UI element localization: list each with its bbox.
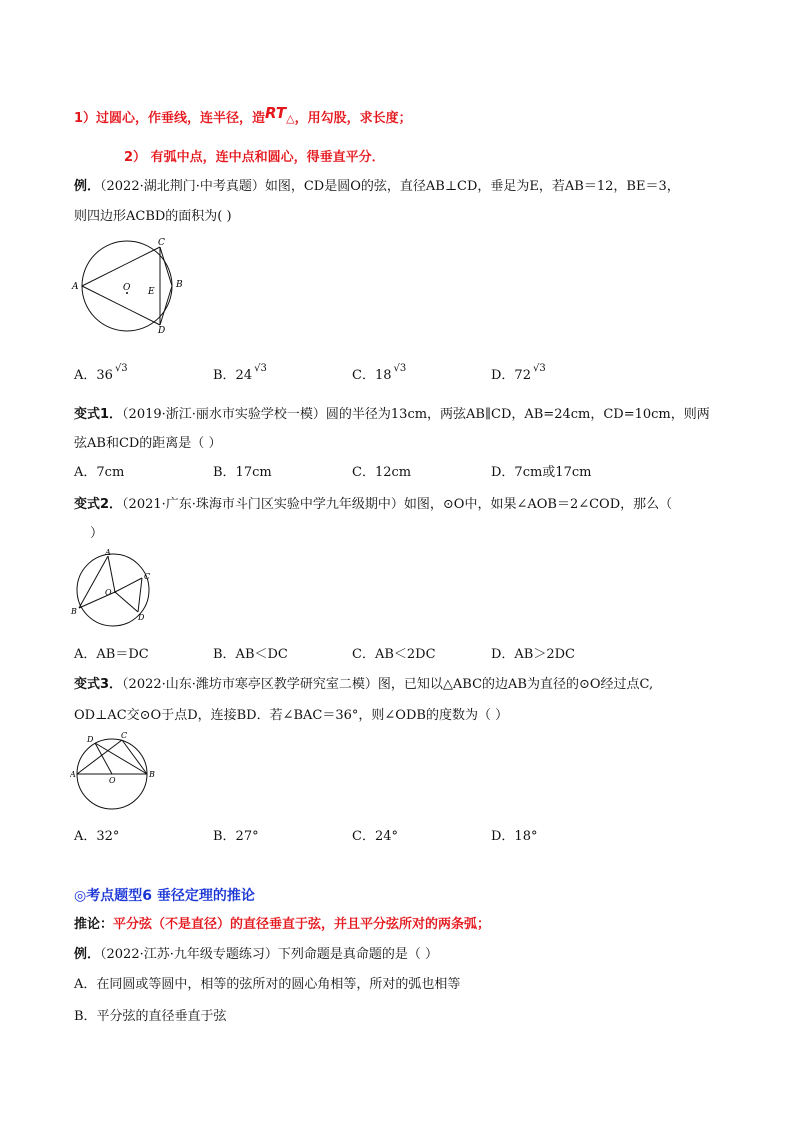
variant-1-text-1: （2019·浙江·丽水市实验学校一模）圆的半径为13cm，两弦AB∥CD，AB=24cm，CD=10cm，则两 xyxy=(122,407,710,422)
tip-1-triangle: △ xyxy=(286,112,295,125)
variant-2-line-2: ） xyxy=(90,526,104,541)
fig2-label-a: A xyxy=(105,548,111,557)
variant-3-line-1 xyxy=(74,676,653,694)
corollary-text: 平分弦（不是直径）的直径垂直于弦，并且平分弦所对的两条弧； xyxy=(113,917,491,932)
fig2-label-c: C xyxy=(144,572,151,581)
variant-2-figure xyxy=(70,548,160,628)
fig3-label-c: C xyxy=(121,731,128,740)
fig1-label-c: C xyxy=(158,238,165,248)
fig2-label-d: D xyxy=(138,613,145,622)
option-c-label: C．18 xyxy=(352,368,392,383)
option-d-label: D．72 xyxy=(491,368,531,383)
example-1-option-b[interactable] xyxy=(213,360,267,385)
fig1-label-e: E xyxy=(148,287,155,297)
fig3-label-d: D xyxy=(87,735,94,744)
fig3-label-o: O xyxy=(109,776,116,785)
variant-3-option-d[interactable]: D．18° xyxy=(491,829,538,844)
fig2-label-o: O xyxy=(105,588,112,597)
variant-3-option-c[interactable]: C．24° xyxy=(352,829,398,844)
corollary-prefix: 推论： xyxy=(74,917,114,932)
variant-3-prefix: 变式3． xyxy=(74,677,123,692)
option-a-label: A．36 xyxy=(74,368,113,383)
variant-3-figure xyxy=(70,730,160,810)
example-2-line-1 xyxy=(74,946,438,964)
section-title: ◎考点题型6 垂径定理的推论 xyxy=(74,888,255,904)
variant-2-option-a[interactable]: A．AB＝DC xyxy=(74,647,149,662)
option-d-root: √3 xyxy=(532,363,546,374)
variant-2-option-d[interactable]: D．AB＞2DC xyxy=(491,647,576,662)
option-c-root: √3 xyxy=(393,363,407,374)
tip-1-rt: RT xyxy=(265,104,287,122)
variant-1-option-d[interactable]: D．7cm或17cm xyxy=(491,465,592,480)
fig2-label-b: B xyxy=(71,607,77,616)
example-1-figure xyxy=(70,236,200,336)
example-2-prefix: 例． xyxy=(74,947,101,962)
fig1-label-o: O xyxy=(123,283,131,293)
example-1-option-d[interactable] xyxy=(491,360,546,385)
variant-2-option-c[interactable]: C．AB＜2DC xyxy=(352,647,436,662)
variant-3-option-b[interactable]: B．27° xyxy=(213,829,259,844)
example-2-option-b[interactable]: B．平分弦的直径垂直于弦 xyxy=(74,1009,227,1024)
example-1-option-c[interactable] xyxy=(352,360,406,385)
variant-1-line-1 xyxy=(74,406,710,424)
option-a-root: √3 xyxy=(114,363,128,374)
option-b-root: √3 xyxy=(254,363,267,374)
example-1-prefix: 例． xyxy=(74,179,101,194)
tip-1-text: 1）过圆心，作垂线，连半径，造 xyxy=(74,111,266,126)
variant-3-option-a[interactable]: A．32° xyxy=(74,829,120,844)
variant-2-prefix: 变式2． xyxy=(74,497,123,512)
example-1-line-2: 则四边形ACBD的面积为( ) xyxy=(74,209,232,224)
variant-2-option-b[interactable]: B．AB＜DC xyxy=(213,647,288,662)
variant-2-line-1 xyxy=(74,496,672,514)
variant-2-text-1: （2021·广东·珠海市斗门区实验中学九年级期中）如图，⊙O中，如果∠AOB＝2∠COD，那么（ xyxy=(122,497,673,512)
corollary-line xyxy=(74,916,490,934)
variant-1-prefix: 变式1． xyxy=(74,407,123,422)
variant-1-option-c[interactable]: C．12cm xyxy=(352,465,412,480)
tip-1 xyxy=(74,104,412,128)
fig3-label-b: B xyxy=(149,770,155,779)
example-2-option-a[interactable]: A．在同圆或等圆中，相等的弦所对的圆心角相等，所对的弧也相等 xyxy=(74,977,461,992)
fig3-label-a: A xyxy=(70,770,76,779)
example-1-line-1 xyxy=(74,178,680,196)
example-1-option-a[interactable] xyxy=(74,360,128,385)
fig1-label-a: A xyxy=(72,282,79,292)
fig1-label-b: B xyxy=(176,280,183,290)
variant-1-option-b[interactable]: B．17cm xyxy=(213,465,272,480)
variant-3-text-1: （2022·山东·潍坊市寒亭区教学研究室二模）图，已知以△ABC的边AB为直径的⊙O经过点C, xyxy=(122,677,654,692)
example-1-text-1: （2022·湖北荆门·中考真题）如图，CD是圆O的弦，直径AB⊥CD，垂足为E，若AB＝12，BE＝3， xyxy=(100,179,680,194)
tip-1-end: ，用勾股，求长度； xyxy=(294,111,412,126)
tip-2: 2） 有弧中点，连中点和圆心，得垂直平分． xyxy=(124,150,385,165)
example-2-text-1: （2022·江苏·九年级专题练习）下列命题是真命题的是（ ） xyxy=(100,947,438,962)
variant-1-line-2: 弦AB和CD的距离是（ ） xyxy=(74,436,222,451)
variant-1-option-a[interactable]: A．7cm xyxy=(74,465,125,480)
variant-3-line-2: OD⊥AC交⊙O于点D，连接BD．若∠BAC＝36°，则∠ODB的度数为（ ） xyxy=(74,708,509,723)
option-b-label: B．24 xyxy=(213,368,253,383)
fig1-label-d: D xyxy=(158,326,166,336)
